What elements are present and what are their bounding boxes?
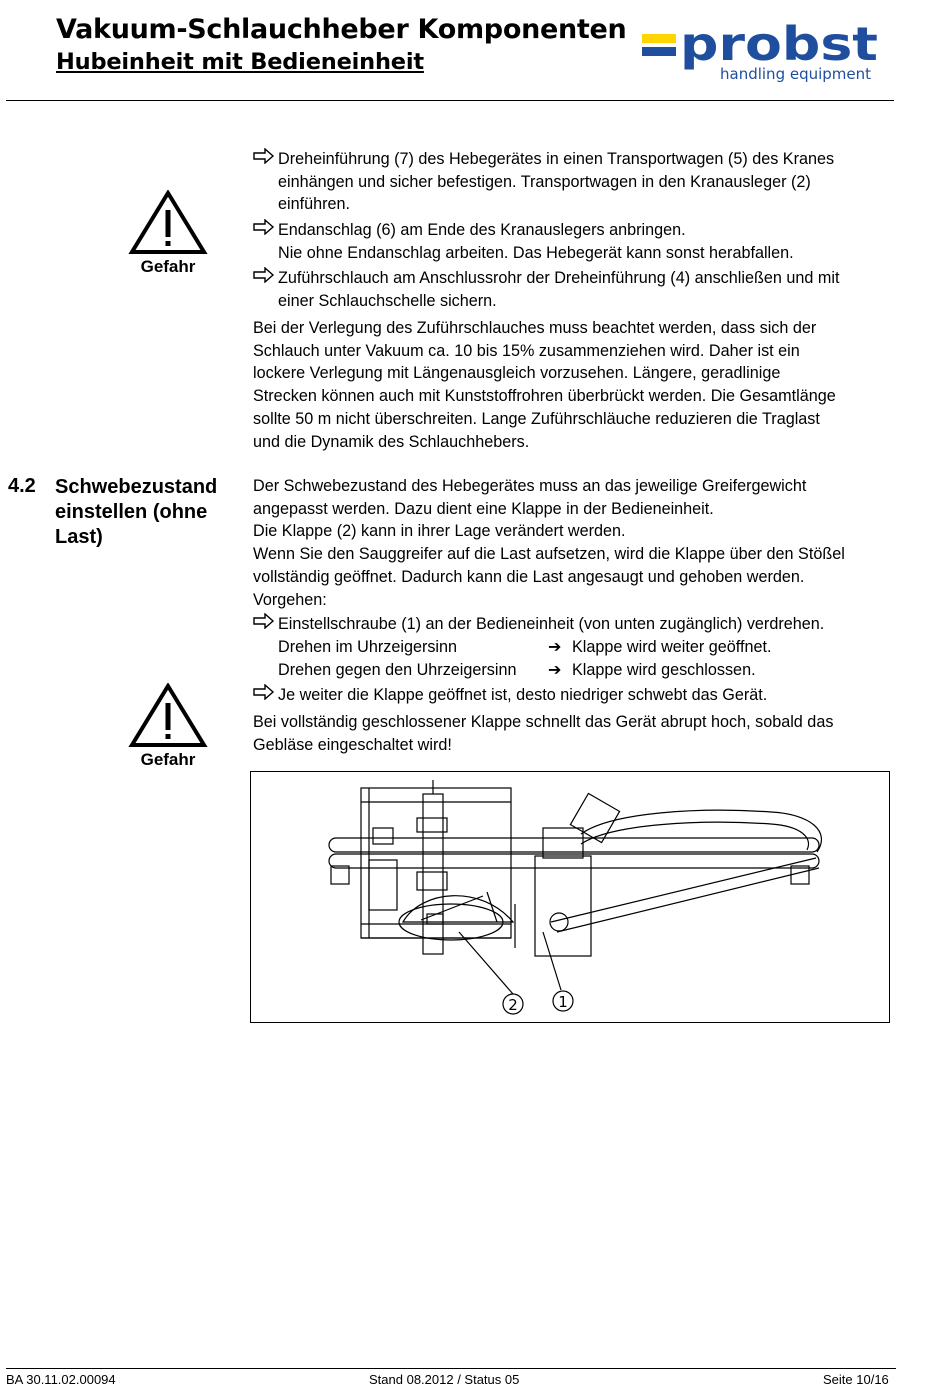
intro-paragraph (253, 317, 903, 453)
procedure-step-1 (253, 613, 903, 636)
step-2-line-2: Nie ohne Endanschlag arbeiten. Das Hebegerät kann sonst herabfallen. (278, 243, 794, 262)
footer-status: Stand 08.2012 / Status 05 (369, 1372, 520, 1387)
procedure-step-1-text: Einstellschraube (1) an der Bedieneinheit (von unten zugänglich) verdrehen. (278, 615, 825, 633)
paragraph-line: angepasst werden. Dazu dient eine Klappe in der Bedieneinheit. (253, 499, 714, 518)
rotation-table (278, 636, 898, 681)
logo-brand: probst (680, 20, 878, 71)
hollow-arrow-icon (253, 684, 277, 707)
logo-tagline: handling equipment (720, 65, 872, 83)
warning-triangle-icon (128, 190, 208, 256)
paragraph-line: lockere Verlegung mit Längenausgleich vorzusehen. Längere, geradlinige (253, 364, 781, 383)
footer-page: Seite 10/16 (823, 1372, 889, 1387)
hollow-arrow-icon (253, 613, 277, 636)
lifting-unit-drawing (251, 772, 888, 1021)
document-title: Vakuum-Schlauchheber Komponenten (56, 14, 627, 45)
step-1-line-2: einhängen und sicher befestigen. Transportwagen in den Kranausleger (2) (278, 172, 811, 191)
step-item-1 (253, 148, 903, 216)
step-1-line-3: einführen. (278, 195, 350, 214)
callout-2: 2 (508, 996, 518, 1014)
document-subtitle: Hubeinheit mit Bedieneinheit (56, 49, 424, 75)
hollow-arrow-icon (253, 267, 277, 290)
paragraph-line: Bei vollständig geschlossener Klappe schnellt das Gerät abrupt hoch, sobald das (253, 713, 834, 731)
step-1-line-1: Dreheinführung (7) des Hebegerätes in einen Transportwagen (5) des Kranes (278, 150, 835, 168)
rotation-result: Klappe wird geschlossen. (572, 660, 756, 679)
section-paragraph (253, 475, 903, 611)
footer-doc-number: BA 30.11.02.00094 (6, 1372, 116, 1387)
step-3-line-1: Zuführschlauch am Anschlussrohr der Dreheinführung (4) anschließen und mit (278, 269, 840, 287)
procedure-step-2 (253, 684, 903, 707)
probst-logo (640, 20, 885, 85)
section-title (55, 475, 245, 550)
closing-paragraph (253, 711, 903, 756)
step-2-line-1: Endanschlag (6) am Ende des Kranauslegers anbringen. (278, 221, 686, 239)
solid-arrow-icon: ➔ (548, 638, 562, 656)
step-3-line-2: einer Schlauchschelle sichern. (278, 291, 497, 310)
section-title-line: Last) (55, 526, 103, 548)
paragraph-line: Schlauch unter Vakuum ca. 10 bis 15% zusammenziehen wird. Daher ist ein (253, 341, 800, 360)
hollow-arrow-icon (253, 148, 277, 171)
section-title-line: Schwebezustand (55, 476, 218, 498)
paragraph-line: Die Klappe (2) kann in ihrer Lage verändert werden. (253, 522, 626, 541)
section-number: 4.2 (8, 475, 36, 497)
procedure-step-2-text: Je weiter die Klappe geöffnet ist, desto niedriger schwebt das Gerät. (278, 686, 768, 704)
rotation-direction: Drehen gegen den Uhrzeigersinn (278, 660, 517, 679)
paragraph-line: Vorgehen: (253, 590, 327, 609)
footer-rule (6, 1368, 896, 1369)
section-title-line: einstellen (ohne (55, 501, 208, 523)
paragraph-line: und die Dynamik des Schlauchhebers. (253, 432, 530, 451)
callout-1: 1 (558, 993, 568, 1011)
paragraph-line: sollte 50 m nicht überschreiten. Lange Zuführschläuche reduzieren die Traglast (253, 409, 820, 428)
warning-block-2 (128, 683, 208, 770)
paragraph-line: Der Schwebezustand des Hebegerätes muss an das jeweilige Greifergewicht (253, 477, 807, 495)
step-item-2 (253, 219, 903, 264)
hollow-arrow-icon (253, 219, 277, 242)
paragraph-line: Wenn Sie den Sauggreifer auf die Last aufsetzen, wird die Klappe über den Stößel (253, 545, 845, 564)
paragraph-line: Strecken können auch mit Kunststoffrohren überbrückt werden. Die Gesamtlänge (253, 387, 836, 406)
rotation-direction: Drehen im Uhrzeigersinn (278, 638, 458, 656)
warning-label: Gefahr (140, 750, 196, 769)
rotation-row (278, 659, 898, 682)
warning-label: Gefahr (140, 257, 196, 276)
warning-block-1 (128, 190, 208, 277)
rotation-result: Klappe wird weiter geöffnet. (572, 638, 772, 656)
paragraph-line: Bei der Verlegung des Zuführschlauches muss beachtet werden, dass sich der (253, 319, 817, 337)
step-item-3 (253, 267, 903, 312)
header-rule (6, 100, 894, 101)
solid-arrow-icon: ➔ (548, 660, 562, 679)
rotation-row (278, 636, 898, 659)
paragraph-line: Gebläse eingeschaltet wird! (253, 735, 452, 754)
paragraph-line: vollständig geöffnet. Dadurch kann die Last angesaugt und gehoben werden. (253, 567, 805, 586)
technical-drawing-figure (250, 771, 890, 1023)
warning-triangle-icon (128, 683, 208, 749)
